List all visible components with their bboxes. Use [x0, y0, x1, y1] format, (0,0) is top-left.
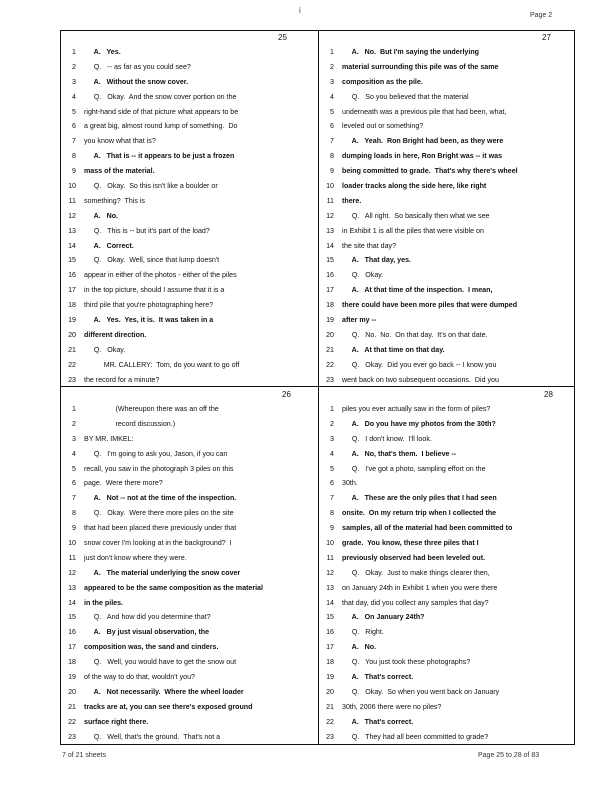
line-number: 7: [330, 137, 334, 146]
line-text: Q. This is -- but it's part of the load?: [84, 226, 210, 235]
transcript-line: [320, 149, 578, 164]
line-text: composition was, the sand and cinders.: [84, 643, 219, 652]
transcript-line: [62, 373, 320, 387]
line-text: right-hand side of that picture what appears to be: [84, 107, 239, 116]
transcript-line: [62, 119, 320, 134]
line-text: 30th.: [342, 479, 358, 488]
line-text: A. No, that's them. I believe --: [342, 449, 457, 458]
line-number: 15: [326, 256, 334, 265]
transcript-line: [62, 90, 320, 105]
line-number: 21: [326, 702, 334, 711]
line-number: 9: [330, 167, 334, 176]
line-text: A. That's correct.: [342, 717, 414, 726]
line-text: Q. Well, that's the ground. That's not a: [84, 732, 221, 741]
transcript-line: [62, 239, 320, 254]
transcript-line: [62, 551, 320, 566]
line-text: A. On January 24th?: [342, 613, 425, 622]
transcript-line: [62, 521, 320, 536]
line-text: Q. Okay. Did you ever go back -- I know you: [342, 360, 497, 369]
transcript-line: [320, 566, 578, 581]
line-text: leveled out or something?: [342, 122, 424, 131]
transcript-line: [320, 268, 578, 283]
line-text: Q. I don't know. I'll look.: [342, 434, 432, 443]
line-number: 12: [68, 211, 76, 220]
page-panel-bottom-right: [320, 388, 578, 744]
line-number: 3: [72, 434, 76, 443]
transcript-line: [320, 60, 578, 75]
line-text: snow cover I'm looking at in the background? I: [84, 539, 232, 548]
line-text: A. That day, yes.: [342, 256, 411, 265]
transcript-line: [320, 119, 578, 134]
line-text: Q. Okay. So this isn't like a boulder or: [84, 182, 218, 191]
line-text: something? This is: [84, 196, 145, 205]
line-text: grade. You know, these three piles that I: [342, 539, 479, 548]
footer-sheets: 7 of 21 sheets: [62, 752, 106, 759]
top-mark: i: [299, 6, 301, 15]
line-text: there could have been more piles that were dumped: [342, 301, 518, 310]
line-text: Q. Okay.: [84, 345, 126, 354]
transcript-line: [62, 179, 320, 194]
line-number: 5: [72, 464, 76, 473]
transcript-lines: [320, 45, 578, 387]
transcript-line: [320, 209, 578, 224]
line-number: 4: [330, 92, 334, 101]
transcript-line: [320, 313, 578, 328]
transcript-line: [320, 134, 578, 149]
line-number: 12: [326, 568, 334, 577]
transcript-line: [320, 283, 578, 298]
transcript-line: [320, 625, 578, 640]
line-number: 23: [68, 375, 76, 384]
line-text: you know what that is?: [84, 137, 156, 146]
line-text: MR. CALLERY: Tom, do you want to go off: [84, 360, 240, 369]
line-text: Q. Okay. So when you went back on January: [342, 687, 500, 696]
line-text: piles you ever actually saw in the form of piles?: [342, 405, 491, 413]
line-text: the record for a minute?: [84, 375, 160, 384]
line-text: Q. Well, you would have to get the snow out: [84, 658, 237, 667]
line-number: 5: [72, 107, 76, 116]
line-number: 11: [326, 553, 334, 562]
line-text: Q. And how did you determine that?: [84, 613, 211, 622]
line-text: A. Do you have my photos from the 30th?: [342, 419, 496, 428]
line-number: 10: [68, 182, 76, 191]
line-number: 5: [330, 107, 334, 116]
line-number: 18: [68, 301, 76, 310]
line-number: 16: [326, 271, 334, 280]
line-text: that day, did you collect any samples that day?: [342, 598, 489, 607]
line-number: 14: [326, 241, 334, 250]
line-text: after my --: [342, 316, 377, 325]
line-number: 14: [68, 241, 76, 250]
line-number: 12: [326, 211, 334, 220]
transcript-line: [62, 268, 320, 283]
line-number: 18: [326, 301, 334, 310]
transcript-line: [62, 447, 320, 462]
transcript-lines: [320, 402, 578, 744]
line-text: A. At that time of the inspection. I mean,: [342, 286, 493, 295]
transcript-line: [320, 521, 578, 536]
line-number: 19: [326, 316, 334, 325]
transcript-line: [62, 343, 320, 358]
line-number: 13: [326, 583, 334, 592]
line-text: 30th, 2006 there were no piles?: [342, 702, 442, 711]
line-text: samples, all of the material had been committed to: [342, 524, 513, 533]
line-text: A. That's correct.: [342, 673, 414, 682]
transcript-line: [62, 700, 320, 715]
transcript-line: [62, 685, 320, 700]
line-text: BY MR. IMKEL:: [84, 434, 134, 443]
line-number: 6: [72, 122, 76, 131]
transcript-lines: [62, 402, 320, 744]
transcript-line: [62, 149, 320, 164]
line-text: A. These are the only piles that I had seen: [342, 494, 497, 503]
line-text: recall, you saw in the photograph 3 piles on this: [84, 464, 234, 473]
transcript-line: [62, 209, 320, 224]
transcript-line: [320, 105, 578, 120]
line-number: 21: [68, 702, 76, 711]
transcript-line: [62, 298, 320, 313]
transcript-line: [320, 343, 578, 358]
line-number: 1: [330, 48, 334, 56]
transcript-line: [62, 358, 320, 373]
page-number: 28: [544, 390, 553, 399]
line-text: Q. Okay. Were there more piles on the site: [84, 509, 234, 518]
corner-page-mark: Page 2: [530, 12, 553, 19]
line-number: 19: [326, 673, 334, 682]
transcript-line: [320, 447, 578, 462]
line-text: A. Yes.: [84, 48, 121, 56]
line-number: 8: [72, 152, 76, 161]
transcript-line: [320, 640, 578, 655]
transcript-line: [62, 432, 320, 447]
transcript-line: [320, 179, 578, 194]
line-number: 10: [326, 182, 334, 191]
transcript-line: [320, 462, 578, 477]
transcript-line: [320, 45, 578, 60]
page-panel-top-right: [320, 31, 578, 387]
transcript-line: [62, 402, 320, 417]
line-text: Q. Okay. Just to make things clearer then,: [342, 568, 490, 577]
line-number: 11: [326, 196, 334, 205]
line-number: 2: [72, 419, 76, 428]
line-number: 15: [326, 613, 334, 622]
line-text: A. The material underlying the snow cover: [84, 568, 241, 577]
line-text: Q. Okay. And the snow cover portion on the: [84, 92, 237, 101]
transcript-line: [320, 551, 578, 566]
line-text: previously observed had been leveled out.: [342, 553, 486, 562]
line-number: 1: [72, 405, 76, 413]
line-text: just don't know where they were.: [84, 553, 187, 562]
transcript-line: [320, 700, 578, 715]
transcript-line: [62, 610, 320, 625]
line-number: 13: [68, 226, 76, 235]
transcript-line: [62, 476, 320, 491]
line-number: 15: [68, 613, 76, 622]
line-number: 12: [68, 568, 76, 577]
line-number: 20: [326, 330, 334, 339]
line-text: surface right there.: [84, 717, 149, 726]
line-number: 23: [326, 375, 334, 384]
line-number: 16: [68, 628, 76, 637]
line-text: of the way to do that, wouldn't you?: [84, 673, 195, 682]
line-text: Q. All right. So basically then what we see: [342, 211, 490, 220]
line-number: 4: [72, 449, 76, 458]
line-number: 13: [68, 583, 76, 592]
line-text: went back on two subsequent occasions. Did you: [342, 375, 499, 384]
transcript-line: [320, 75, 578, 90]
line-text: mass of the material.: [84, 167, 155, 176]
transcript-line: [320, 402, 578, 417]
transcript-line: [320, 581, 578, 596]
line-text: tracks are at, you can see there's exposed ground: [84, 702, 253, 711]
line-number: 17: [68, 643, 76, 652]
line-text: Q. Okay.: [342, 271, 384, 280]
transcript-line: [320, 655, 578, 670]
line-number: 9: [72, 167, 76, 176]
page-panel-top-left: [62, 31, 320, 387]
line-number: 19: [68, 316, 76, 325]
line-text: A. At that time on that day.: [342, 345, 445, 354]
transcript-line: [320, 730, 578, 744]
line-number: 13: [326, 226, 334, 235]
line-number: 5: [330, 464, 334, 473]
transcript-line: [62, 105, 320, 120]
line-number: 22: [326, 717, 334, 726]
line-text: appeared to be the same composition as the material: [84, 583, 263, 592]
line-text: Q. -- as far as you could see?: [84, 62, 191, 71]
line-text: in Exhibit 1 is all the piles that were visible on: [342, 226, 484, 235]
transcript-line: [62, 164, 320, 179]
transcript-line: [320, 328, 578, 343]
line-text: appear in either of the photos - either of the piles: [84, 271, 237, 280]
line-text: in the piles.: [84, 598, 124, 607]
transcript-line: [320, 670, 578, 685]
line-number: 3: [330, 434, 334, 443]
line-number: 8: [72, 509, 76, 518]
line-number: 2: [330, 419, 334, 428]
transcript-line: [320, 685, 578, 700]
transcript-line: [62, 462, 320, 477]
line-number: 6: [330, 122, 334, 131]
line-number: 20: [68, 687, 76, 696]
line-text: A. That is -- it appears to be just a frozen: [84, 152, 235, 161]
footer-page-range: Page 25 to 28 of 83: [478, 752, 540, 759]
line-text: A. Without the snow cover.: [84, 77, 189, 86]
line-text: A. Yeah. Ron Bright had been, as they were: [342, 137, 504, 146]
line-text: in the top picture, should I assume that it is a: [84, 286, 225, 295]
line-number: 14: [326, 598, 334, 607]
line-number: 10: [68, 539, 76, 548]
line-number: 22: [326, 360, 334, 369]
line-number: 10: [326, 539, 334, 548]
transcript-line: [320, 610, 578, 625]
line-text: Q. They had all been committed to grade?: [342, 732, 489, 741]
transcript-line: [320, 90, 578, 105]
line-text: A. Yes. Yes, it is. It was taken in a: [84, 316, 214, 325]
line-number: 11: [68, 553, 76, 562]
line-text: Q. I'm going to ask you, Jason, if you can: [84, 449, 228, 458]
transcript-line: [62, 655, 320, 670]
line-number: 1: [330, 405, 334, 413]
transcript-line: [62, 715, 320, 730]
transcript-line: [62, 581, 320, 596]
transcript-line: [320, 715, 578, 730]
transcript-line: [320, 432, 578, 447]
line-text: page. Were there more?: [84, 479, 163, 488]
line-number: 22: [68, 717, 76, 726]
line-text: A. No.: [84, 211, 119, 220]
transcript-line: [62, 596, 320, 611]
line-text: A. Not -- not at the time of the inspection.: [84, 494, 237, 503]
line-number: 17: [326, 286, 334, 295]
line-text: a great big, almost round lump of something. Do: [84, 122, 238, 131]
line-text: record discussion.): [84, 419, 176, 428]
line-text: loader tracks along the side here, like right: [342, 182, 487, 191]
transcript-line: [320, 373, 578, 387]
transcript-line: [62, 60, 320, 75]
line-text: Q. No. No. On that day. It's on that date.: [342, 330, 488, 339]
line-number: 17: [68, 286, 76, 295]
line-number: 7: [72, 137, 76, 146]
line-text: composition as the pile.: [342, 77, 423, 86]
line-number: 7: [330, 494, 334, 503]
line-number: 3: [330, 77, 334, 86]
line-text: A. No. But I'm saying the underlying: [342, 48, 480, 56]
line-text: onsite. On my return trip when I collected the: [342, 509, 497, 518]
line-number: 9: [72, 524, 76, 533]
line-text: Q. Okay. Well, since that lump doesn't: [84, 256, 220, 265]
line-number: 1: [72, 48, 76, 56]
line-number: 16: [326, 628, 334, 637]
line-number: 18: [326, 658, 334, 667]
transcript-line: [320, 239, 578, 254]
transcript-lines: [62, 45, 320, 387]
line-number: 9: [330, 524, 334, 533]
line-number: 6: [72, 479, 76, 488]
page-number: 26: [282, 390, 291, 399]
line-number: 11: [68, 196, 76, 205]
transcript-line: [62, 640, 320, 655]
line-number: 21: [326, 345, 334, 354]
line-text: A. By just visual observation, the: [84, 628, 210, 637]
transcript-line: [62, 491, 320, 506]
line-number: 8: [330, 152, 334, 161]
transcript-line: [62, 224, 320, 239]
transcript-line: [62, 566, 320, 581]
line-text: on January 24th in Exhibit 1 when you were there: [342, 583, 498, 592]
line-text: Q. So you believed that the material: [342, 92, 469, 101]
line-text: being committed to grade. That's why there's wheel: [342, 167, 518, 176]
transcript-line: [62, 536, 320, 551]
transcript-line: [320, 164, 578, 179]
page-number: 27: [542, 33, 551, 42]
line-number: 23: [326, 732, 334, 741]
transcript-line: [62, 283, 320, 298]
transcript-line: [62, 730, 320, 744]
line-number: 2: [72, 62, 76, 71]
transcript-line: [62, 625, 320, 640]
line-number: 6: [330, 479, 334, 488]
transcript-line: [320, 194, 578, 209]
line-text: A. Correct.: [84, 241, 134, 250]
line-number: 23: [68, 732, 76, 741]
transcript-line: [62, 417, 320, 432]
transcript-line: [320, 298, 578, 313]
transcript-line: [320, 596, 578, 611]
line-number: 16: [68, 271, 76, 280]
line-text: that had been placed there previously under that: [84, 524, 237, 533]
line-text: Q. You just took these photographs?: [342, 658, 471, 667]
transcript-line: [62, 670, 320, 685]
line-number: 2: [330, 62, 334, 71]
line-number: 18: [68, 658, 76, 667]
transcript-line: [320, 224, 578, 239]
transcript-line: [62, 45, 320, 60]
line-number: 4: [72, 92, 76, 101]
transcript-line: [320, 417, 578, 432]
transcript-line: [320, 476, 578, 491]
line-number: 19: [68, 673, 76, 682]
transcript-line: [320, 506, 578, 521]
line-text: different direction.: [84, 330, 147, 339]
transcript-line: [62, 75, 320, 90]
line-text: A. No.: [342, 643, 377, 652]
transcript-line: [62, 328, 320, 343]
transcript-line: [62, 194, 320, 209]
transcript-line: [62, 253, 320, 268]
line-text: underneath was a previous pile that had been, what,: [342, 107, 507, 116]
line-number: 3: [72, 77, 76, 86]
line-number: 7: [72, 494, 76, 503]
line-number: 4: [330, 449, 334, 458]
line-number: 20: [326, 687, 334, 696]
page-panel-bottom-left: [62, 388, 320, 744]
transcript-line: [62, 134, 320, 149]
line-number: 21: [68, 345, 76, 354]
transcript-line: [62, 313, 320, 328]
transcript-line: [320, 536, 578, 551]
line-number: 15: [68, 256, 76, 265]
line-number: 8: [330, 509, 334, 518]
transcript-line: [320, 358, 578, 373]
line-number: 22: [68, 360, 76, 369]
line-text: the site that day?: [342, 241, 397, 250]
line-number: 14: [68, 598, 76, 607]
line-number: 20: [68, 330, 76, 339]
line-text: dumping loads in here, Ron Bright was -- it was: [342, 152, 503, 161]
line-text: (Whereupon there was an off the: [84, 405, 219, 413]
line-text: A. Not necessarily. Where the wheel loader: [84, 687, 244, 696]
transcript-line: [320, 491, 578, 506]
transcript-line: [62, 506, 320, 521]
line-text: material surrounding this pile was of the same: [342, 62, 499, 71]
line-text: there.: [342, 196, 362, 205]
line-text: Q. Right.: [342, 628, 384, 637]
line-number: 17: [326, 643, 334, 652]
transcript-line: [320, 253, 578, 268]
line-text: Q. I've got a photo, sampling effort on the: [342, 464, 486, 473]
line-text: third pile that you're photographing here?: [84, 301, 214, 310]
page-number: 25: [278, 33, 287, 42]
